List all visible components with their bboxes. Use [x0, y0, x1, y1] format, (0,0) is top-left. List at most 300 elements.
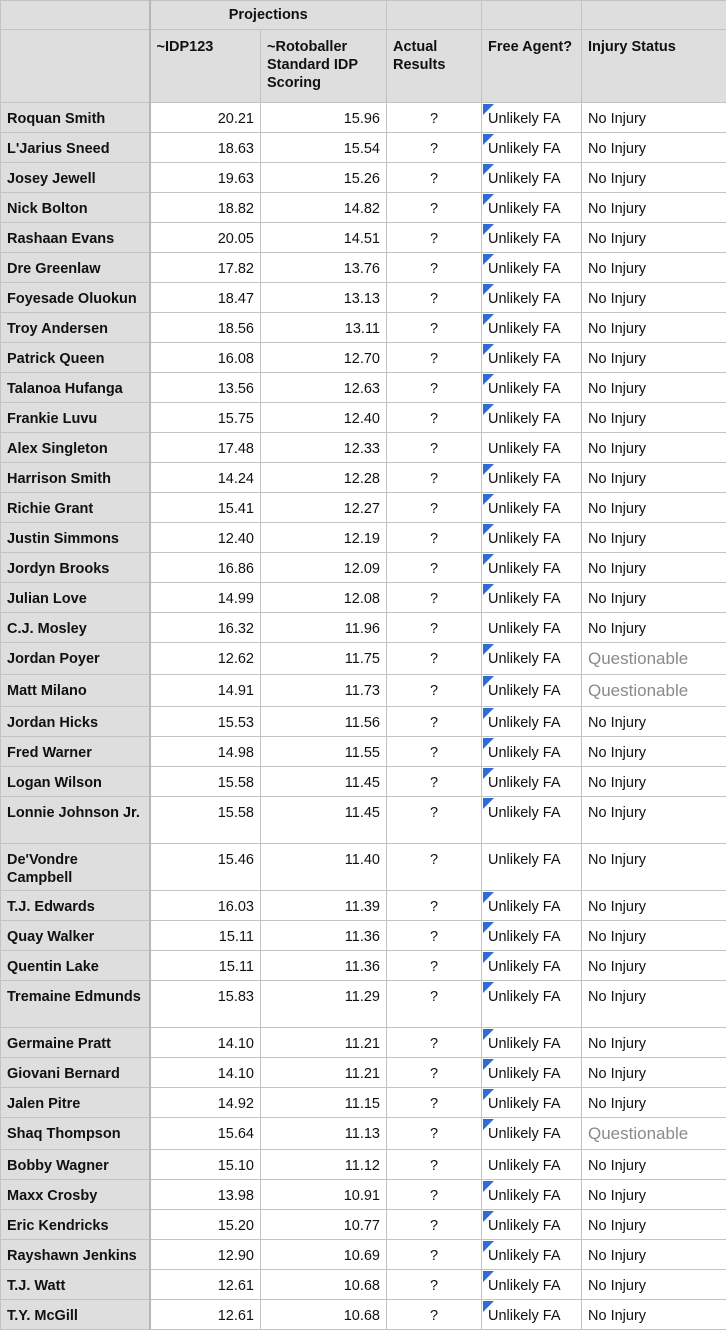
injury-status-cell[interactable]	[582, 583, 726, 613]
player-name-cell[interactable]	[1, 193, 150, 223]
comment-flag-icon[interactable]	[483, 1301, 494, 1312]
comment-flag-icon[interactable]	[483, 344, 494, 355]
rotoballer-cell[interactable]	[261, 403, 387, 433]
comment-flag-icon[interactable]	[483, 464, 494, 475]
actual-results-cell[interactable]	[387, 767, 482, 797]
free-agent-cell[interactable]	[482, 1058, 582, 1088]
injury-status-cell[interactable]	[582, 891, 726, 921]
idp123-cell[interactable]	[150, 433, 261, 463]
idp123-cell[interactable]	[150, 1240, 261, 1270]
comment-flag-icon[interactable]	[483, 224, 494, 235]
actual-results-text: ?	[429, 561, 439, 577]
rotoballer-cell[interactable]	[261, 951, 387, 981]
player-name-cell[interactable]	[1, 463, 150, 493]
idp123-cell[interactable]	[150, 1058, 261, 1088]
idp123-cell[interactable]	[150, 523, 261, 553]
comment-flag-icon[interactable]	[483, 922, 494, 933]
idp123-text: 16.32	[217, 621, 254, 637]
injury-status-cell[interactable]	[582, 1210, 726, 1240]
injury-status-cell[interactable]	[582, 523, 726, 553]
free-agent-cell[interactable]	[482, 921, 582, 951]
injury-status-cell[interactable]	[582, 921, 726, 951]
rotoballer-cell[interactable]	[261, 643, 387, 675]
injury-status-cell[interactable]	[582, 103, 726, 133]
rotoballer-cell[interactable]	[261, 493, 387, 523]
idp123-cell[interactable]	[150, 343, 261, 373]
comment-flag-icon[interactable]	[483, 104, 494, 115]
rotoballer-cell[interactable]	[261, 844, 387, 891]
free-agent-cell[interactable]	[482, 675, 582, 707]
comment-flag-icon[interactable]	[483, 1271, 494, 1282]
actual-results-cell[interactable]	[387, 1058, 482, 1088]
rotoballer-cell[interactable]	[261, 1150, 387, 1180]
actual-results-cell[interactable]	[387, 253, 482, 283]
player-name-cell[interactable]	[1, 951, 150, 981]
actual-results-cell[interactable]	[387, 1180, 482, 1210]
free-agent-cell[interactable]	[482, 193, 582, 223]
actual-results-cell[interactable]	[387, 844, 482, 891]
injury-status-cell[interactable]	[582, 493, 726, 523]
player-name-cell[interactable]	[1, 797, 150, 844]
player-name-cell[interactable]	[1, 707, 150, 737]
actual-results-cell[interactable]	[387, 163, 482, 193]
rotoballer-cell[interactable]	[261, 1118, 387, 1150]
free-agent-cell[interactable]	[482, 1118, 582, 1150]
comment-flag-icon[interactable]	[483, 194, 494, 205]
rotoballer-cell[interactable]	[261, 163, 387, 193]
header-group-blank-3[interactable]	[582, 1, 726, 30]
idp123-cell[interactable]	[150, 193, 261, 223]
player-name-cell[interactable]	[1, 891, 150, 921]
injury-status-cell[interactable]	[582, 433, 726, 463]
rotoballer-cell[interactable]	[261, 675, 387, 707]
actual-results-cell[interactable]	[387, 797, 482, 844]
player-name-cell[interactable]	[1, 523, 150, 553]
idp123-cell[interactable]	[150, 643, 261, 675]
rotoballer-cell[interactable]	[261, 767, 387, 797]
idp123-cell[interactable]	[150, 707, 261, 737]
free-agent-cell[interactable]	[482, 583, 582, 613]
comment-flag-icon[interactable]	[483, 554, 494, 565]
injury-status-cell[interactable]	[582, 253, 726, 283]
idp123-cell[interactable]	[150, 583, 261, 613]
player-name-text: Germaine Pratt	[7, 1036, 111, 1052]
rotoballer-cell[interactable]	[261, 1270, 387, 1300]
free-agent-cell[interactable]	[482, 1088, 582, 1118]
idp123-cell[interactable]	[150, 767, 261, 797]
injury-status-cell[interactable]	[582, 1150, 726, 1180]
idp123-cell[interactable]	[150, 951, 261, 981]
free-agent-cell[interactable]	[482, 283, 582, 313]
injury-status-cell[interactable]	[582, 1028, 726, 1058]
player-name-cell[interactable]	[1, 767, 150, 797]
rotoballer-cell[interactable]	[261, 1300, 387, 1330]
player-name-text: Giovani Bernard	[7, 1066, 120, 1082]
free-agent-cell[interactable]	[482, 951, 582, 981]
injury-status-cell[interactable]	[582, 373, 726, 403]
actual-results-cell[interactable]	[387, 891, 482, 921]
injury-status-cell[interactable]	[582, 737, 726, 767]
actual-results-cell[interactable]	[387, 1028, 482, 1058]
injury-status-cell[interactable]	[582, 193, 726, 223]
free-agent-cell[interactable]	[482, 1210, 582, 1240]
rotoballer-cell[interactable]	[261, 193, 387, 223]
injury-status-cell[interactable]	[582, 283, 726, 313]
free-agent-cell[interactable]	[482, 643, 582, 675]
injury-status-cell[interactable]	[582, 643, 726, 675]
rotoballer-cell[interactable]	[261, 1028, 387, 1058]
column-header-actual-results[interactable]: Actual Results	[387, 30, 482, 103]
free-agent-cell[interactable]	[482, 523, 582, 553]
player-name-cell[interactable]	[1, 1058, 150, 1088]
injury-status-cell[interactable]	[582, 1300, 726, 1330]
injury-status-cell[interactable]	[582, 403, 726, 433]
idp123-cell[interactable]	[150, 981, 261, 1028]
comment-flag-icon[interactable]	[483, 164, 494, 175]
injury-status-cell[interactable]	[582, 463, 726, 493]
rotoballer-cell[interactable]	[261, 1240, 387, 1270]
player-name-cell[interactable]	[1, 1180, 150, 1210]
player-name-cell[interactable]	[1, 675, 150, 707]
comment-flag-icon[interactable]	[483, 1119, 494, 1130]
rotoballer-cell[interactable]	[261, 523, 387, 553]
idp123-cell[interactable]	[150, 553, 261, 583]
rotoballer-cell[interactable]	[261, 737, 387, 767]
idp123-cell[interactable]	[150, 223, 261, 253]
rotoballer-cell[interactable]	[261, 463, 387, 493]
player-name-cell[interactable]	[1, 373, 150, 403]
idp123-cell[interactable]	[150, 891, 261, 921]
comment-flag-icon[interactable]	[483, 254, 494, 265]
idp123-cell[interactable]	[150, 844, 261, 891]
player-name-cell[interactable]	[1, 223, 150, 253]
idp123-cell[interactable]	[150, 1210, 261, 1240]
comment-flag-icon[interactable]	[483, 892, 494, 903]
rotoballer-cell[interactable]	[261, 1058, 387, 1088]
free-agent-cell[interactable]	[482, 463, 582, 493]
idp123-cell[interactable]	[150, 493, 261, 523]
player-name-cell[interactable]	[1, 313, 150, 343]
free-agent-cell[interactable]	[482, 343, 582, 373]
injury-status-cell[interactable]	[582, 1270, 726, 1300]
player-name-cell[interactable]	[1, 163, 150, 193]
idp123-cell[interactable]	[150, 1028, 261, 1058]
free-agent-text: Unlikely FA	[488, 1248, 561, 1264]
free-agent-cell[interactable]	[482, 493, 582, 523]
injury-status-cell[interactable]	[582, 1118, 726, 1150]
rotoballer-cell[interactable]	[261, 891, 387, 921]
player-name-cell[interactable]	[1, 1210, 150, 1240]
idp123-cell[interactable]	[150, 921, 261, 951]
comment-flag-icon[interactable]	[483, 404, 494, 415]
player-name-text: T.J. Watt	[7, 1278, 66, 1294]
free-agent-cell[interactable]	[482, 163, 582, 193]
comment-flag-icon[interactable]	[483, 644, 494, 655]
injury-status-cell[interactable]	[582, 981, 726, 1028]
player-name-cell[interactable]	[1, 1270, 150, 1300]
rotoballer-cell[interactable]	[261, 613, 387, 643]
player-name-cell[interactable]	[1, 643, 150, 675]
comment-flag-icon[interactable]	[483, 584, 494, 595]
injury-status-cell[interactable]	[582, 951, 726, 981]
player-name-cell[interactable]	[1, 981, 150, 1028]
actual-results-cell[interactable]	[387, 403, 482, 433]
idp123-cell[interactable]	[150, 613, 261, 643]
projections-group-header[interactable]: Projections	[150, 1, 387, 30]
actual-results-cell[interactable]	[387, 343, 482, 373]
rotoballer-cell[interactable]	[261, 103, 387, 133]
idp123-cell[interactable]	[150, 1180, 261, 1210]
rotoballer-cell[interactable]	[261, 253, 387, 283]
comment-flag-icon[interactable]	[483, 374, 494, 385]
player-name-cell[interactable]	[1, 343, 150, 373]
injury-status-cell[interactable]	[582, 707, 726, 737]
rotoballer-cell[interactable]	[261, 921, 387, 951]
idp123-cell[interactable]	[150, 163, 261, 193]
injury-status-text: No Injury	[588, 381, 647, 397]
free-agent-cell[interactable]	[482, 707, 582, 737]
free-agent-cell[interactable]	[482, 313, 582, 343]
free-agent-cell[interactable]	[482, 223, 582, 253]
header-corner-cell[interactable]	[1, 1, 150, 30]
injury-status-cell[interactable]	[582, 1180, 726, 1210]
column-header-injury-status[interactable]: Injury Status	[582, 30, 726, 103]
comment-flag-icon[interactable]	[483, 676, 494, 687]
actual-results-cell[interactable]	[387, 373, 482, 403]
injury-status-cell[interactable]	[582, 1240, 726, 1270]
player-name-cell[interactable]	[1, 253, 150, 283]
free-agent-cell[interactable]	[482, 253, 582, 283]
free-agent-cell[interactable]	[482, 1300, 582, 1330]
rotoballer-cell[interactable]	[261, 373, 387, 403]
rotoballer-cell[interactable]	[261, 707, 387, 737]
idp123-text: 18.47	[217, 291, 254, 307]
actual-results-cell[interactable]	[387, 981, 482, 1028]
rotoballer-cell[interactable]	[261, 1210, 387, 1240]
free-agent-cell[interactable]	[482, 373, 582, 403]
header-group-blank-2[interactable]	[482, 1, 582, 30]
free-agent-cell[interactable]	[482, 1240, 582, 1270]
rotoballer-cell[interactable]	[261, 433, 387, 463]
actual-results-cell[interactable]	[387, 133, 482, 163]
free-agent-text: Unlikely FA	[488, 441, 561, 457]
comment-flag-icon[interactable]	[483, 1089, 494, 1100]
player-name-cell[interactable]	[1, 493, 150, 523]
idp123-cell[interactable]	[150, 283, 261, 313]
comment-flag-icon[interactable]	[483, 982, 494, 993]
free-agent-cell[interactable]	[482, 1150, 582, 1180]
idp123-cell[interactable]	[150, 463, 261, 493]
idp123-cell[interactable]	[150, 1088, 261, 1118]
injury-status-text: No Injury	[588, 591, 647, 607]
comment-flag-icon[interactable]	[483, 524, 494, 535]
rotoballer-cell[interactable]	[261, 797, 387, 844]
actual-results-cell[interactable]	[387, 1118, 482, 1150]
column-header-idp123[interactable]: ~IDP123	[150, 30, 261, 103]
table-row	[1, 1300, 726, 1330]
comment-flag-icon[interactable]	[483, 494, 494, 505]
player-name-cell[interactable]	[1, 1028, 150, 1058]
idp123-text: 16.03	[217, 899, 254, 915]
injury-status-cell[interactable]	[582, 163, 726, 193]
comment-flag-icon[interactable]	[483, 284, 494, 295]
player-name-cell[interactable]	[1, 1088, 150, 1118]
free-agent-cell[interactable]	[482, 767, 582, 797]
free-agent-cell[interactable]	[482, 981, 582, 1028]
idp123-cell[interactable]	[150, 103, 261, 133]
actual-results-text: ?	[429, 201, 439, 217]
actual-results-cell[interactable]	[387, 1088, 482, 1118]
idp123-cell[interactable]	[150, 675, 261, 707]
player-name-cell[interactable]	[1, 844, 150, 891]
comment-flag-icon[interactable]	[483, 1029, 494, 1040]
free-agent-cell[interactable]	[482, 613, 582, 643]
comment-flag-icon[interactable]	[483, 738, 494, 749]
actual-results-cell[interactable]	[387, 103, 482, 133]
actual-results-cell[interactable]	[387, 523, 482, 553]
comment-flag-icon[interactable]	[483, 768, 494, 779]
actual-results-cell[interactable]	[387, 707, 482, 737]
comment-flag-icon[interactable]	[483, 134, 494, 145]
header-group-blank-1[interactable]	[387, 1, 482, 30]
player-name-text: Nick Bolton	[7, 201, 88, 217]
injury-status-cell[interactable]	[582, 343, 726, 373]
actual-results-cell[interactable]	[387, 643, 482, 675]
comment-flag-icon[interactable]	[483, 708, 494, 719]
free-agent-cell[interactable]	[482, 553, 582, 583]
player-name-cell[interactable]	[1, 737, 150, 767]
free-agent-cell[interactable]	[482, 133, 582, 163]
rotoballer-cell[interactable]	[261, 343, 387, 373]
idp123-cell[interactable]	[150, 1300, 261, 1330]
free-agent-cell[interactable]	[482, 737, 582, 767]
rotoballer-cell[interactable]	[261, 313, 387, 343]
injury-status-cell[interactable]	[582, 313, 726, 343]
comment-flag-icon[interactable]	[483, 1181, 494, 1192]
column-header-rotoballer[interactable]: ~Rotoballer Standard IDP Scoring	[261, 30, 387, 103]
comment-flag-icon[interactable]	[483, 1211, 494, 1222]
comment-flag-icon[interactable]	[483, 1241, 494, 1252]
comment-flag-icon[interactable]	[483, 1059, 494, 1070]
actual-results-cell[interactable]	[387, 433, 482, 463]
injury-status-text: No Injury	[588, 441, 647, 457]
actual-results-cell[interactable]	[387, 193, 482, 223]
player-name-cell[interactable]	[1, 433, 150, 463]
idp123-cell[interactable]	[150, 313, 261, 343]
idp123-cell[interactable]	[150, 373, 261, 403]
player-name-cell[interactable]	[1, 553, 150, 583]
player-name-cell[interactable]	[1, 1118, 150, 1150]
actual-results-cell[interactable]	[387, 1270, 482, 1300]
player-name-cell[interactable]	[1, 613, 150, 643]
actual-results-cell[interactable]	[387, 675, 482, 707]
player-name-cell[interactable]	[1, 583, 150, 613]
player-name-cell[interactable]	[1, 921, 150, 951]
player-name-cell[interactable]	[1, 133, 150, 163]
injury-status-cell[interactable]	[582, 133, 726, 163]
idp123-text: 12.62	[217, 651, 254, 667]
idp123-cell[interactable]	[150, 403, 261, 433]
player-name-cell[interactable]	[1, 103, 150, 133]
free-agent-cell[interactable]	[482, 1180, 582, 1210]
rotoballer-cell[interactable]	[261, 1088, 387, 1118]
actual-results-cell[interactable]	[387, 223, 482, 253]
player-name-cell[interactable]	[1, 1150, 150, 1180]
rotoballer-cell[interactable]	[261, 981, 387, 1028]
injury-status-cell[interactable]	[582, 767, 726, 797]
free-agent-cell[interactable]	[482, 1270, 582, 1300]
player-name-cell[interactable]	[1, 1300, 150, 1330]
injury-status-cell[interactable]	[582, 553, 726, 583]
idp123-cell[interactable]	[150, 1118, 261, 1150]
free-agent-cell[interactable]	[482, 797, 582, 844]
actual-results-cell[interactable]	[387, 493, 482, 523]
injury-status-cell[interactable]	[582, 223, 726, 253]
player-name-cell[interactable]	[1, 1240, 150, 1270]
free-agent-cell[interactable]	[482, 433, 582, 463]
injury-status-cell[interactable]	[582, 797, 726, 844]
free-agent-cell[interactable]	[482, 891, 582, 921]
idp123-cell[interactable]	[150, 1150, 261, 1180]
rotoballer-cell[interactable]	[261, 133, 387, 163]
actual-results-cell[interactable]	[387, 1240, 482, 1270]
rotoballer-cell[interactable]	[261, 283, 387, 313]
actual-results-cell[interactable]	[387, 283, 482, 313]
rotoballer-cell[interactable]	[261, 223, 387, 253]
idp123-cell[interactable]	[150, 797, 261, 844]
actual-results-cell[interactable]	[387, 553, 482, 583]
player-name-text: Eric Kendricks	[7, 1218, 109, 1234]
free-agent-cell[interactable]	[482, 103, 582, 133]
idp123-cell[interactable]	[150, 737, 261, 767]
comment-flag-icon[interactable]	[483, 798, 494, 809]
idp123-cell[interactable]	[150, 1270, 261, 1300]
free-agent-cell[interactable]	[482, 403, 582, 433]
actual-results-cell[interactable]	[387, 951, 482, 981]
actual-results-cell[interactable]	[387, 313, 482, 343]
player-name-cell[interactable]	[1, 403, 150, 433]
player-name-text: Talanoa Hufanga	[7, 381, 123, 397]
free-agent-text: Unlikely FA	[488, 471, 561, 487]
actual-results-cell[interactable]	[387, 1300, 482, 1330]
actual-results-cell[interactable]	[387, 463, 482, 493]
actual-results-cell[interactable]	[387, 921, 482, 951]
comment-flag-icon[interactable]	[483, 314, 494, 325]
idp123-cell[interactable]	[150, 133, 261, 163]
free-agent-cell[interactable]	[482, 844, 582, 891]
rotoballer-cell[interactable]	[261, 553, 387, 583]
column-header-free-agent[interactable]: Free Agent?	[482, 30, 582, 103]
injury-status-text: No Injury	[588, 291, 647, 307]
actual-results-cell[interactable]	[387, 583, 482, 613]
rotoballer-cell[interactable]	[261, 1180, 387, 1210]
header-name-cell[interactable]	[1, 30, 150, 103]
injury-status-cell[interactable]	[582, 844, 726, 891]
injury-status-cell[interactable]	[582, 1088, 726, 1118]
free-agent-cell[interactable]	[482, 1028, 582, 1058]
injury-status-cell[interactable]	[582, 613, 726, 643]
player-name-cell[interactable]	[1, 283, 150, 313]
idp123-cell[interactable]	[150, 253, 261, 283]
comment-flag-icon[interactable]	[483, 952, 494, 963]
injury-status-cell[interactable]	[582, 675, 726, 707]
actual-results-cell[interactable]	[387, 1210, 482, 1240]
actual-results-cell[interactable]	[387, 613, 482, 643]
actual-results-cell[interactable]	[387, 737, 482, 767]
rotoballer-cell[interactable]	[261, 583, 387, 613]
actual-results-cell[interactable]	[387, 1150, 482, 1180]
injury-status-cell[interactable]	[582, 1058, 726, 1088]
